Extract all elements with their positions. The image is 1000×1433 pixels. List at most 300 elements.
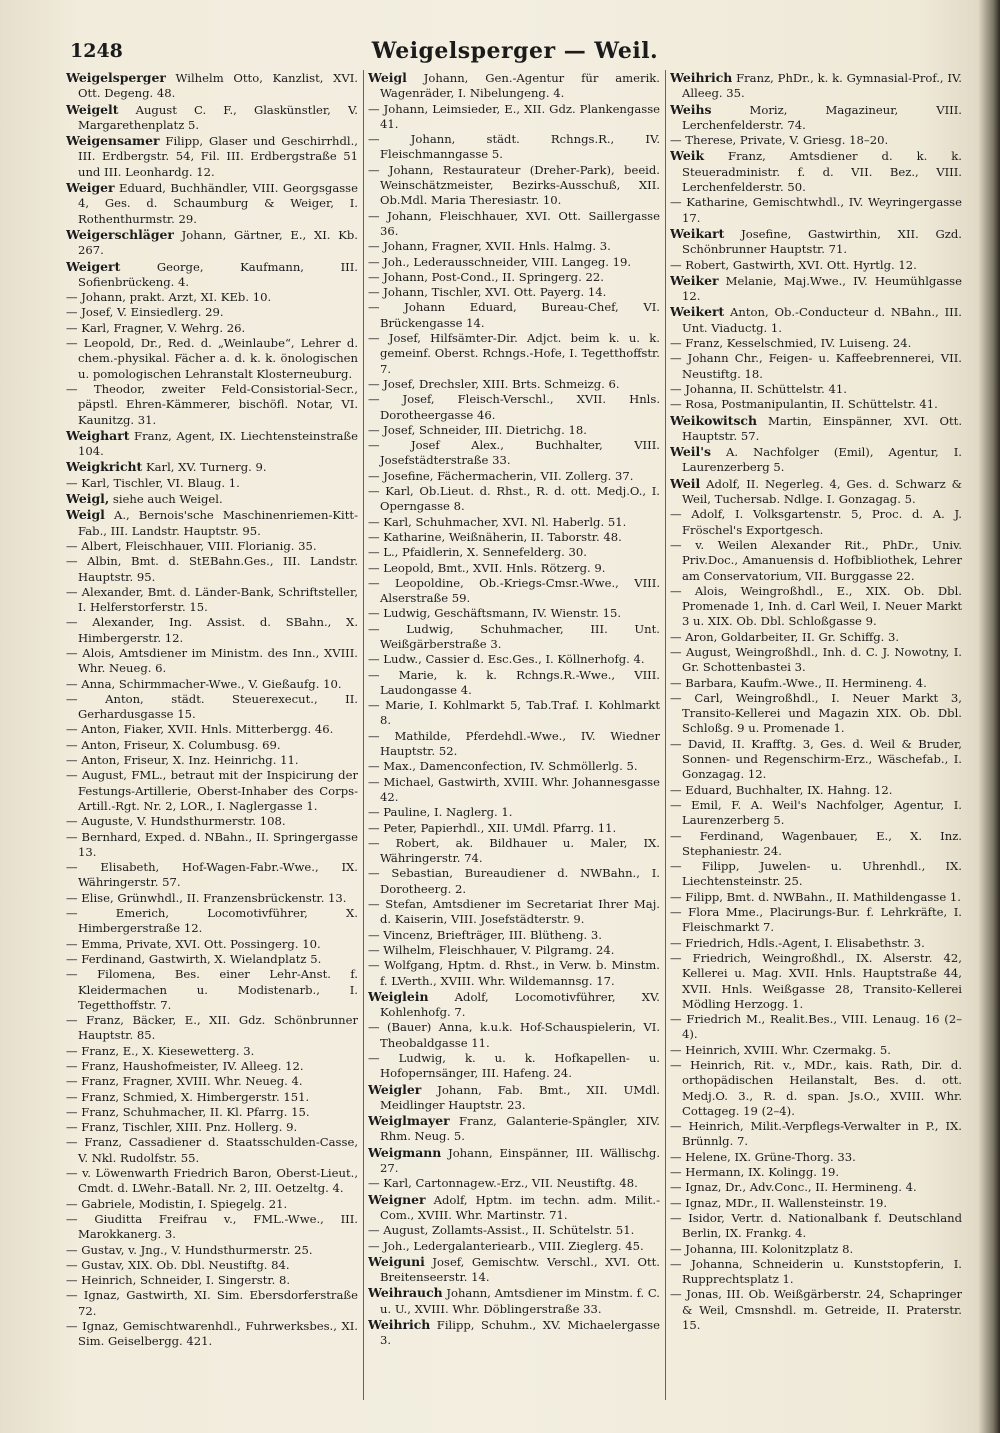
entry-text: — Johann, Tischler, XVI. Ott. Payerg. 14. [368,285,607,300]
directory-entry [670,336,962,351]
entry-text: — Katharine, Weißnäherin, II. Taborstr. 48. [368,529,622,544]
directory-entry [670,951,962,1012]
entry-text: — Franz, Haushofmeister, IV. Alleeg. 12. [66,1059,304,1073]
directory-entry [670,538,962,584]
entry-text: — Filipp, Bmt. d. NWBahn., II. Mathildengasse 1. [670,889,961,904]
directory-entry [66,1288,358,1319]
entry-text: Anton, Ob.-Conducteur d. NBahn., III. Unt. Viaductg. 1. [682,305,962,335]
entry-text: — Filipp, Juwelen- u. Uhrenhdl., IX. Liechtensteinstr. 25. [670,859,962,889]
directory-entry [368,1239,660,1254]
directory-entry [670,936,962,951]
directory-entry [66,102,358,134]
entry-text: — Franz, Cassadiener d. Staatsschulden-Casse, V. Nkl. Rudolfstr. 55. [66,1135,358,1165]
directory-entry [66,1013,358,1044]
directory-entry [670,676,962,691]
entry-text: — Katharine, Gemischtwhdl., IV. Weyringergasse 17. [670,195,962,225]
directory-entry [368,1082,660,1114]
entry-text: — Ferdinand, Wagenbauer, E., X. Inz. Stephaniestr. 24. [670,828,962,858]
directory-entry [368,163,660,209]
entry-text: Josefine, Gastwirthin, XII. Gzd. Schönbrunner Hauptstr. 71. [682,226,962,257]
entry-surname: Weiger [66,180,115,196]
entry-text: — Joh., Ledergalanteriearb., VIII. Zieglerg. 45. [368,1238,644,1253]
entry-surname: Weigner [368,1191,426,1207]
directory-entry [66,180,358,227]
entry-text: — Franz, Tischler, XIII. Pnz. Hollerg. 9. [66,1120,298,1135]
directory-entry [66,491,358,507]
directory-entry [66,133,358,180]
entry-surname: Weihrich [368,1317,431,1333]
directory-entry [670,1043,962,1058]
directory-entry [66,1090,358,1105]
entry-text: — Pauline, I. Naglerg. 1. [368,805,513,820]
directory-entry [368,423,660,438]
directory-entry [66,677,358,692]
directory-entry [368,209,660,240]
directory-entry [66,321,358,336]
entry-text: — Ignaz, Gemischtwarenhdl., Fuhrwerksbes., XI. Sim. Geiselbergg. 421. [66,1319,358,1349]
entry-text: Melanie, Maj.Wwe., IV. Heumühlgasse 12. [682,273,962,304]
entry-text: — Friedrich, Weingroßhdl., IX. Alserstr. 42, Kellerei u. Mag. XVII. Hnls. Hauptstraße 44, XVII. Hnls. Weißgasse 28, Transito-Kellerei Mödling Herzogg. 1. [670,950,962,1011]
directory-entry [368,943,660,958]
entry-text: — Ludwig, Geschäftsmann, IV. Wienstr. 15. [368,606,622,621]
entry-text: Filipp, Glaser und Geschirrhdl., III. Erdbergstr. 54, Fil. III. Erdbergstraße 51 und III. Leonhardg. 12. [78,134,358,179]
entry-text: — Adolf, I. Volksgartenstr. 5, Proc. d. A. J. Fröschel's Exportgesch. [670,507,962,537]
directory-entry [670,1150,962,1165]
entry-text: — Franz, Schuhmacher, II. Kl. Pfarrg. 15. [66,1104,310,1119]
entry-text: Martin, Einspänner, XVI. Ott. Hauptstr. 57. [682,413,962,443]
entry-text: — Ludw., Cassier d. Esc.Ges., I. Köllnerhofg. 4. [368,652,645,667]
entry-text: — Alexander, Bmt. d. Länder-Bank, Schriftsteller, I. Helferstorferstr. 15. [66,584,358,615]
directory-entry [66,259,358,291]
entry-text: — August, Weingroßhdl., Inh. d. C. J. Nowotny, I. Gr. Schottenbastei 3. [670,644,962,675]
directory-entry [66,967,358,1013]
entry-text: — Karl, Tischler, VI. Blaug. 1. [66,475,240,490]
entry-text: — Filomena, Bes. einer Lehr-Anst. f. Kleidermachen u. Modistenarb., I. Tegetthoffstr. 7. [66,967,358,1012]
entry-text: — L., Pfaidlerin, X. Sennefelderg. 30. [368,545,587,560]
directory-entry [368,70,660,102]
directory-entry [670,413,962,445]
directory-entry [670,507,962,538]
entry-text: — Anton, Fiaker, XVII. Hnls. Mitterbergg. 46. [66,722,334,737]
directory-entry [66,753,358,768]
entry-surname: Weigert [66,258,121,274]
directory-entry [670,70,962,102]
directory-entry [66,1258,358,1273]
directory-entry [368,1285,660,1317]
directory-entry [368,331,660,377]
directory-entry [368,1020,660,1051]
directory-entry [66,906,358,937]
directory-entry [368,392,660,423]
entry-text: Josef, Gemischtw. Verschl., XVI. Ott. Breitenseerstr. 14. [380,1254,660,1285]
entry-text: — Sebastian, Bureaudiener d. NWBahn., I. Dorotheerg. 2. [368,866,660,896]
directory-entry [368,1145,660,1177]
directory-entry [670,1211,962,1242]
directory-entry [66,1120,358,1135]
entry-text: — Emma, Private, XVI. Ott. Possingerg. 10. [66,936,321,951]
running-head: Weigelsperger — Weil. [371,38,659,64]
entry-surname: Weigkricht [66,459,143,475]
entry-text: A. Nachfolger (Emil), Agentur, I. Laurenzerberg 5. [682,445,962,475]
entry-text: — Josef, V. Einsiedlerg. 29. [66,305,224,320]
entry-surname: Weik [670,148,705,164]
entry-surname: Weigler [368,1081,422,1097]
entry-text: — Gabriele, Modistin, I. Spiegelg. 21. [66,1196,288,1211]
entry-text: Adolf, Locomotivführer, XV. Kohlenhofg. 7. [380,989,660,1020]
directory-entry [66,692,358,723]
entry-text: — Johann, Restaurateur (Dreher-Park), beeid. Weinschätzmeister, Bezirks-Ausschuß, XII. Ob.Mdl. Maria Theresiastr. 10. [368,162,660,208]
columns-container [66,70,964,1405]
entry-text: — Josef, Drechsler, XIII. Brts. Schmeizg. 6. [368,376,620,391]
directory-entry [670,859,962,890]
entry-text: August C. F., Glaskünstler, V. Margarethenplatz 5. [78,102,358,132]
directory-entry [368,270,660,285]
entry-text: Johann, Fab. Bmt., XII. UMdl. Meidlinger Hauptstr. 23. [380,1082,660,1112]
directory-entry [66,428,358,460]
entry-text: — Karl, Ob.Lieut. d. Rhst., R. d. ott. Medj.O., I. Operngasse 8. [368,484,660,514]
column-2 [368,70,660,1405]
directory-entry [670,1058,962,1119]
entry-text: — Johann, Fragner, XVII. Hnls. Halmg. 3. [368,239,611,254]
entry-text: — Josefine, Fächermacherin, VII. Zollerg. 37. [368,468,634,483]
directory-entry [368,729,660,760]
entry-text: — Stefan, Amtsdiener im Secretariat Ihrer Maj. d. Kaiserin, VIII. Josefstädterstr. 9. [368,897,660,927]
entry-surname: Weigerschläger [66,226,174,242]
directory-entry [368,545,660,560]
entry-text: — Alois, Weingroßhdl., E., XIX. Ob. Dbl. Promenade 1, Inh. d. Carl Weil, I. Neuer Markt 3 u. XIX. Ob. Dbl. Schloßgasse 9. [670,583,962,629]
entry-text: — Emerich, Locomotivführer, X. Himbergerstraße 12. [66,906,358,936]
entry-text: Franz, Amtsdiener d. k. k. Steueradministr. f. d. VII. Bez., VIII. Lerchenfelderstr. 50. [682,149,962,195]
entry-text: Johann, Amtsdiener im Minstm. f. C. u. U., XVIII. Whr. Döblingerstraße 33. [380,1286,660,1316]
entry-text: — Ferdinand, Gastwirth, X. Wielandplatz 5. [66,951,322,966]
directory-entry [66,646,358,677]
directory-entry [66,1273,358,1288]
entry-text: — Johann Eduard, Bureau-Chef, VI. Brückengasse 14. [368,300,660,330]
directory-entry [66,738,358,753]
entry-text: — Ludwig, Schuhmacher, III. Unt. Weißgärberstraße 3. [368,621,660,651]
entry-surname: Weil [670,475,701,491]
entry-surname: Weiker [670,272,719,288]
directory-entry [368,377,660,392]
entry-text: — Friedrich M., Realit.Bes., VIII. Lenaug. 16 (2–4). [670,1012,962,1042]
entry-text: — Max., Damenconfection, IV. Schmöllerlg. 5. [368,759,638,774]
entry-text: — Anton, Friseur, X. Columbusg. 69. [66,737,281,752]
directory-entry [670,397,962,412]
entry-text: — (Bauer) Anna, k.u.k. Hof-Schauspielerin, VI. Theobaldgasse 11. [368,1020,660,1050]
directory-entry [670,148,962,195]
entry-text: — David, II. Krafftg. 3, Ges. d. Weil & Bruder, Sonnen- und Regenschirm-Erz., Wäschefab., I. Gonzagag. 12. [670,736,962,782]
column-3 [670,70,962,1405]
entry-text: — Alois, Amtsdiener im Ministm. des Inn., XVIII. Whr. Neueg. 6. [66,645,358,676]
directory-entry [368,698,660,729]
directory-entry [670,1196,962,1211]
entry-surname: Weiglein [368,988,429,1004]
directory-entry [368,285,660,300]
entry-text: — Barbara, Kaufm.-Wwe., II. Hermineng. 4. [670,675,927,690]
entry-text: Johann, Einspänner, III. Wällischg. 27. [380,1145,660,1176]
directory-entry [670,195,962,226]
entry-text: — Gustav, v. Jng., V. Hundsthurmerstr. 25. [66,1242,313,1257]
entry-text: — Johann Chr., Feigen- u. Kaffeebrennerei, VII. Neustiftg. 18. [670,351,962,381]
entry-text: Franz, Agent, IX. Liechtensteinstraße 104. [78,428,358,459]
directory-entry [66,1243,358,1258]
directory-entry [368,1051,660,1082]
entry-text: Adolf, II. Negerleg. 4, Ges. d. Schwarz & Weil, Tuchersab. Ndlge. I. Gonzagag. 5. [682,476,962,507]
directory-entry [368,102,660,133]
directory-entry [66,507,358,539]
directory-entry [66,768,358,814]
directory-entry [368,1254,660,1286]
entry-text: — Wilhelm, Fleischhauer, V. Pilgramg. 24. [368,942,615,957]
entry-text: — Josef Alex., Buchhalter, VIII. Josefstädterstraße 33. [368,438,660,468]
directory-entry [66,1059,358,1074]
entry-text: Johann, Gen.-Agentur für amerik. Wagenräder, I. Nibelungeng. 4. [380,71,660,101]
directory-entry [66,539,358,554]
column-rule [665,70,666,1400]
directory-entry [368,515,660,530]
entry-text: — v. Weilen Alexander Rit., PhDr., Univ. Priv.Doc., Amanuensis d. Hofbibliothek, Lehrer am Conservatorium, VII. Burggasse 22. [670,537,962,583]
entry-text: — Heinrich, XVIII. Whr. Czermakg. 5. [670,1042,891,1057]
entry-text: Eduard, Buchhändler, VIII. Georgsgasse 4, Ges. d. Schaumburg & Weiger, I. Rothenthurmstr. 29. [78,181,358,226]
directory-entry [670,890,962,905]
entry-text: — Marie, I. Kohlmarkt 5, Tab.Traf. I. Kohlmarkt 8. [368,698,660,728]
entry-text: George, Kaufmann, III. Sofienbrückeng. 4. [78,259,358,289]
directory-entry [670,645,962,676]
entry-text: — Carl, Weingroßhdl., I. Neuer Markt 3, Transito-Kellerei und Magazin XIX. Ob. Dbl. Schloßg. 9 u. Promenade 1. [670,690,962,736]
entry-text: — Leopoldine, Ob.-Kriegs-Cmsr.-Wwe., VIII. Alserstraße 59. [368,575,660,606]
entry-text: — Heinrich, Schneider, I. Singerstr. 8. [66,1273,291,1288]
entry-text: — Heinrich, Milit.-Verpflegs-Verwalter in P., IX. Brünnlg. 7. [670,1119,962,1149]
entry-text: — Leopold, Dr., Red. d. „Weinlaube“, Lehrer d. chem.-physikal. Fächer a. d. k. k. önologischen u. pomologischen Lehranstalt Klosterneuburg. [66,336,358,381]
directory-entry [66,830,358,861]
entry-text: — Auguste, V. Hundsthurmerstr. 108. [66,814,286,829]
directory-entry [368,958,660,989]
entry-text: — Giuditta Freifrau v., FML.-Wwe., III. Marokkanerg. 3. [66,1211,358,1242]
entry-text: — Johanna, Schneiderin u. Kunststopferin, I. Rupprechtsplatz 1. [670,1256,962,1287]
page-number: 1248 [70,40,123,62]
entry-text: — August, Zollamts-Assist., II. Schütelstr. 51. [368,1223,635,1238]
entry-text: — Robert, Gastwirth, XVI. Ott. Hyrtlg. 12. [670,257,917,272]
directory-entry [670,444,962,476]
entry-surname: Weikart [670,225,725,241]
entry-text: — August, FML., betraut mit der Inspicirung der Festungs-Artillerie, Oberst-Inhaber des Corps-Artill.-Rgt. Nr. 2, LOR., I. Naglergasse 1. [66,768,358,813]
entry-text: — Mathilde, Pferdehdl.-Wwe., IV. Wiedner Hauptstr. 52. [368,728,660,759]
entry-surname: Weiglmayer [368,1113,450,1129]
directory-entry [66,814,358,829]
entry-surname: Weigl, [66,491,110,507]
entry-text: Johann, Gärtner, E., XI. Kb. 267. [78,227,358,258]
entry-surname: Weihrauch [368,1285,443,1301]
directory-entry [368,606,660,621]
entry-text: — Therese, Private, V. Griesg. 18–20. [670,133,889,148]
directory-entry [368,759,660,774]
page-header [70,36,960,68]
directory-entry [66,290,358,305]
entry-text: — Johanna, II. Schüttelstr. 41. [670,381,847,396]
directory-entry [66,937,358,952]
entry-text: — Johanna, III. Kolonitzplatz 8. [670,1241,854,1256]
directory-entry [670,351,962,382]
directory-entry [368,132,660,163]
directory-entry [66,1044,358,1059]
directory-entry [368,255,660,270]
directory-entry [66,1212,358,1243]
directory-entry [670,304,962,336]
entry-text: — Gustav, XIX. Ob. Dbl. Neustiftg. 84. [66,1257,290,1272]
directory-entry [670,1165,962,1180]
entry-text: — Leopold, Bmt., XVII. Hnls. Rötzerg. 9. [368,560,606,575]
directory-entry [368,1113,660,1145]
entry-text: — Peter, Papierhdl., XII. UMdl. Pfarrg. 11. [368,820,617,835]
page-edge-shadow [978,0,1000,1433]
entry-text: — Rosa, Postmanipulantin, II. Schüttelstr. 41. [670,397,938,412]
directory-entry [66,1166,358,1197]
entry-surname: Weil's [670,444,711,460]
entry-text: — Albert, Fleischhauer, VIII. Florianig. 35. [66,538,317,553]
entry-text: — Ignaz, Gastwirth, XI. Sim. Ebersdorferstraße 72. [66,1288,358,1318]
entry-text: — Franz, Bäcker, E., XII. Gdz. Schönbrunner Hauptstr. 85. [66,1013,358,1043]
directory-entry [368,484,660,515]
entry-text: — Ignaz, Dr., Adv.Conc., II. Hermineng. 4. [670,1180,917,1195]
entry-text: — Jonas, III. Ob. Weißgärberstr. 24, Schapringer & Weil, Cmsnshdl. m. Getreide, II. Praterstr. 15. [670,1287,962,1333]
directory-entry [368,239,660,254]
directory-entry [368,897,660,928]
directory-entry [670,1287,962,1333]
directory-entry [368,438,660,469]
directory-entry [66,615,358,646]
directory-entry [66,1074,358,1089]
entry-text: — Johann, Leimsieder, E., XII. Gdz. Plankengasse 41. [368,101,660,131]
directory-entry [66,476,358,491]
entry-text: — Friedrich, Hdls.-Agent, I. Elisabethstr. 3. [670,935,925,950]
entry-surname: Weigelt [66,101,119,117]
directory-entry [368,530,660,545]
entry-text: — Flora Mme., Placirungs-Bur. f. Lehrkräfte, I. Fleischmarkt 7. [670,905,962,935]
directory-entry [368,1192,660,1224]
entry-text: Wilhelm Otto, Kanzlist, XVI. Ott. Degeng. 48. [78,71,358,101]
directory-entry [368,561,660,576]
entry-text: — Elise, Grünwhdl., II. Franzensbrückenstr. 13. [66,890,347,905]
entry-text: Franz, PhDr., k. k. Gymnasial-Prof., IV. Alleeg. 35. [682,71,962,101]
entry-text: — Karl, Schuhmacher, XVI. Nl. Haberlg. 51. [368,514,627,529]
entry-surname: Weigl [66,507,105,523]
directory-entry [368,928,660,943]
directory-entry [670,829,962,860]
directory-entry [66,1135,358,1166]
directory-entry [66,459,358,475]
directory-entry [670,258,962,273]
entry-text: — Karl, Fragner, V. Wehrg. 26. [66,320,246,335]
entry-surname: Weiguni [368,1253,425,1269]
entry-text: — Albin, Bmt. d. StEBahn.Ges., III. Landstr. Hauptstr. 95. [66,554,358,584]
entry-text: — Franz, E., X. Kiesewetterg. 3. [66,1043,255,1058]
entry-text: A., Bernois'sche Maschinenriemen-Kitt-Fab., III. Landstr. Hauptstr. 95. [78,508,358,538]
entry-text: — Robert, ak. Bildhauer u. Maler, IX. Währingerstr. 74. [368,835,660,866]
column-rule [363,70,364,1400]
directory-entry [670,783,962,798]
entry-text: — Emil, F. A. Weil's Nachfolger, Agentur, I. Laurenzerberg 5. [670,797,962,828]
directory-entry [368,821,660,836]
directory-entry [66,70,358,102]
entry-text: — Johann, Fleischhauer, XVI. Ott. Saillergasse 36. [368,208,660,238]
entry-text: siehe auch Weigel. [109,492,223,507]
directory-entry [368,989,660,1021]
directory-entry [368,622,660,653]
entry-text: — Johann, prakt. Arzt, XI. KEb. 10. [66,290,272,305]
entry-text: Filipp, Schuhm., XV. Michaelergasse 3. [380,1318,660,1348]
entry-text: — Isidor, Vertr. d. Nationalbank f. Deutschland Berlin, IX. Frankg. 4. [670,1210,962,1241]
directory-entry [670,133,962,148]
directory-entry [670,102,962,134]
entry-text: — Heinrich, Rit. v., MDr., kais. Rath, Dir. d. orthopädischen Heilanstalt, Bes. d. ott. Medj.O. 3., R. d. span. Js.O., XVIII. Whr. Cottageg. 19 (2–4). [670,1058,962,1118]
entry-text: Moriz, Magazineur, VIII. Lerchenfelderstr. 74. [682,102,962,132]
entry-text: — Eduard, Buchhalter, IX. Hahng. 12. [670,782,893,797]
entry-surname: Weigelsperger [66,70,166,85]
directory-entry [66,554,358,585]
entry-text: — Ignaz, MDr., II. Wallensteinstr. 19. [670,1195,888,1210]
directory-entry [66,1319,358,1350]
directory-entry [670,1119,962,1150]
directory-entry [66,227,358,259]
entry-text: — Michael, Gastwirth, XVIII. Whr. Johannesgasse 42. [368,774,660,804]
column-1 [66,70,358,1405]
entry-text: — Ludwig, k. u. k. Hofkapellen- u. Hofopernsänger, III. Hafeng. 24. [368,1051,660,1081]
directory-entry [670,737,962,783]
directory-entry [66,891,358,906]
directory-entry [368,775,660,806]
directory-entry [368,652,660,667]
directory-entry [66,585,358,616]
directory-entry [670,691,962,737]
entry-text: — Theodor, zweiter Feld-Consistorial-Secr., päpstl. Ehren-Kämmerer, bischöfl. Notar, VI. Kaunitzg. 31. [66,381,358,427]
entry-text: — Joh., Lederausschneider, VIII. Langeg. 19. [368,254,632,269]
entry-text: — Elisabeth, Hof-Wagen-Fabr.-Wwe., IX. Währingerstr. 57. [66,860,358,890]
entry-surname: Weigl [368,70,407,85]
entry-text: Adolf, Hptm. im techn. adm. Milit.-Com., XVIII. Whr. Martinstr. 71. [380,1192,660,1222]
directory-entry [368,576,660,607]
directory-entry [670,1012,962,1043]
directory-entry [368,1223,660,1238]
entry-text: — Vincenz, Briefträger, III. Blütheng. 3. [368,927,602,942]
entry-text: Franz, Galanterie-Spängler, XIV. Rhm. Neug. 5. [380,1114,660,1144]
entry-text: — Johann, Post-Cond., II. Springerg. 22. [368,269,604,284]
directory-entry [368,836,660,867]
entry-surname: Weighart [66,427,130,443]
directory-entry [670,1257,962,1288]
entry-text: — Johann, städt. Rchngs.R., IV. Fleischmanngasse 5. [368,132,660,162]
directory-entry [670,1242,962,1257]
entry-text: — Wolfgang, Hptm. d. Rhst., in Verw. b. Minstm. f. LVerth., XVIII. Whr. Wildemannsg. 17. [368,958,660,988]
entry-text: — Alexander, Ing. Assist. d. SBahn., X. Himbergerstr. 12. [66,615,358,645]
entry-text: — Franz, Kesselschmied, IV. Luiseng. 24. [670,336,912,351]
directory-entry [66,1105,358,1120]
directory-entry [670,584,962,630]
directory-entry [670,476,962,508]
directory-entry [368,469,660,484]
entry-text: — Franz, Fragner, XVIII. Whr. Neueg. 4. [66,1074,303,1089]
entry-text: — v. Löwenwarth Friedrich Baron, Oberst-Lieut., Cmdt. d. LWehr.-Batall. Nr. 2, III. Oetzeltg. 4. [66,1166,358,1196]
entry-surname: Weikowitsch [670,412,757,428]
directory-entry [670,382,962,397]
directory-entry [368,1317,660,1349]
entry-text: — Bernhard, Exped. d. NBahn., II. Springergasse 13. [66,829,358,859]
directory-entry [66,1197,358,1212]
directory-entry [670,798,962,829]
directory-entry [368,805,660,820]
directory-entry [66,336,358,382]
directory-entry [368,300,660,331]
entry-surname: Weigmann [368,1144,442,1160]
